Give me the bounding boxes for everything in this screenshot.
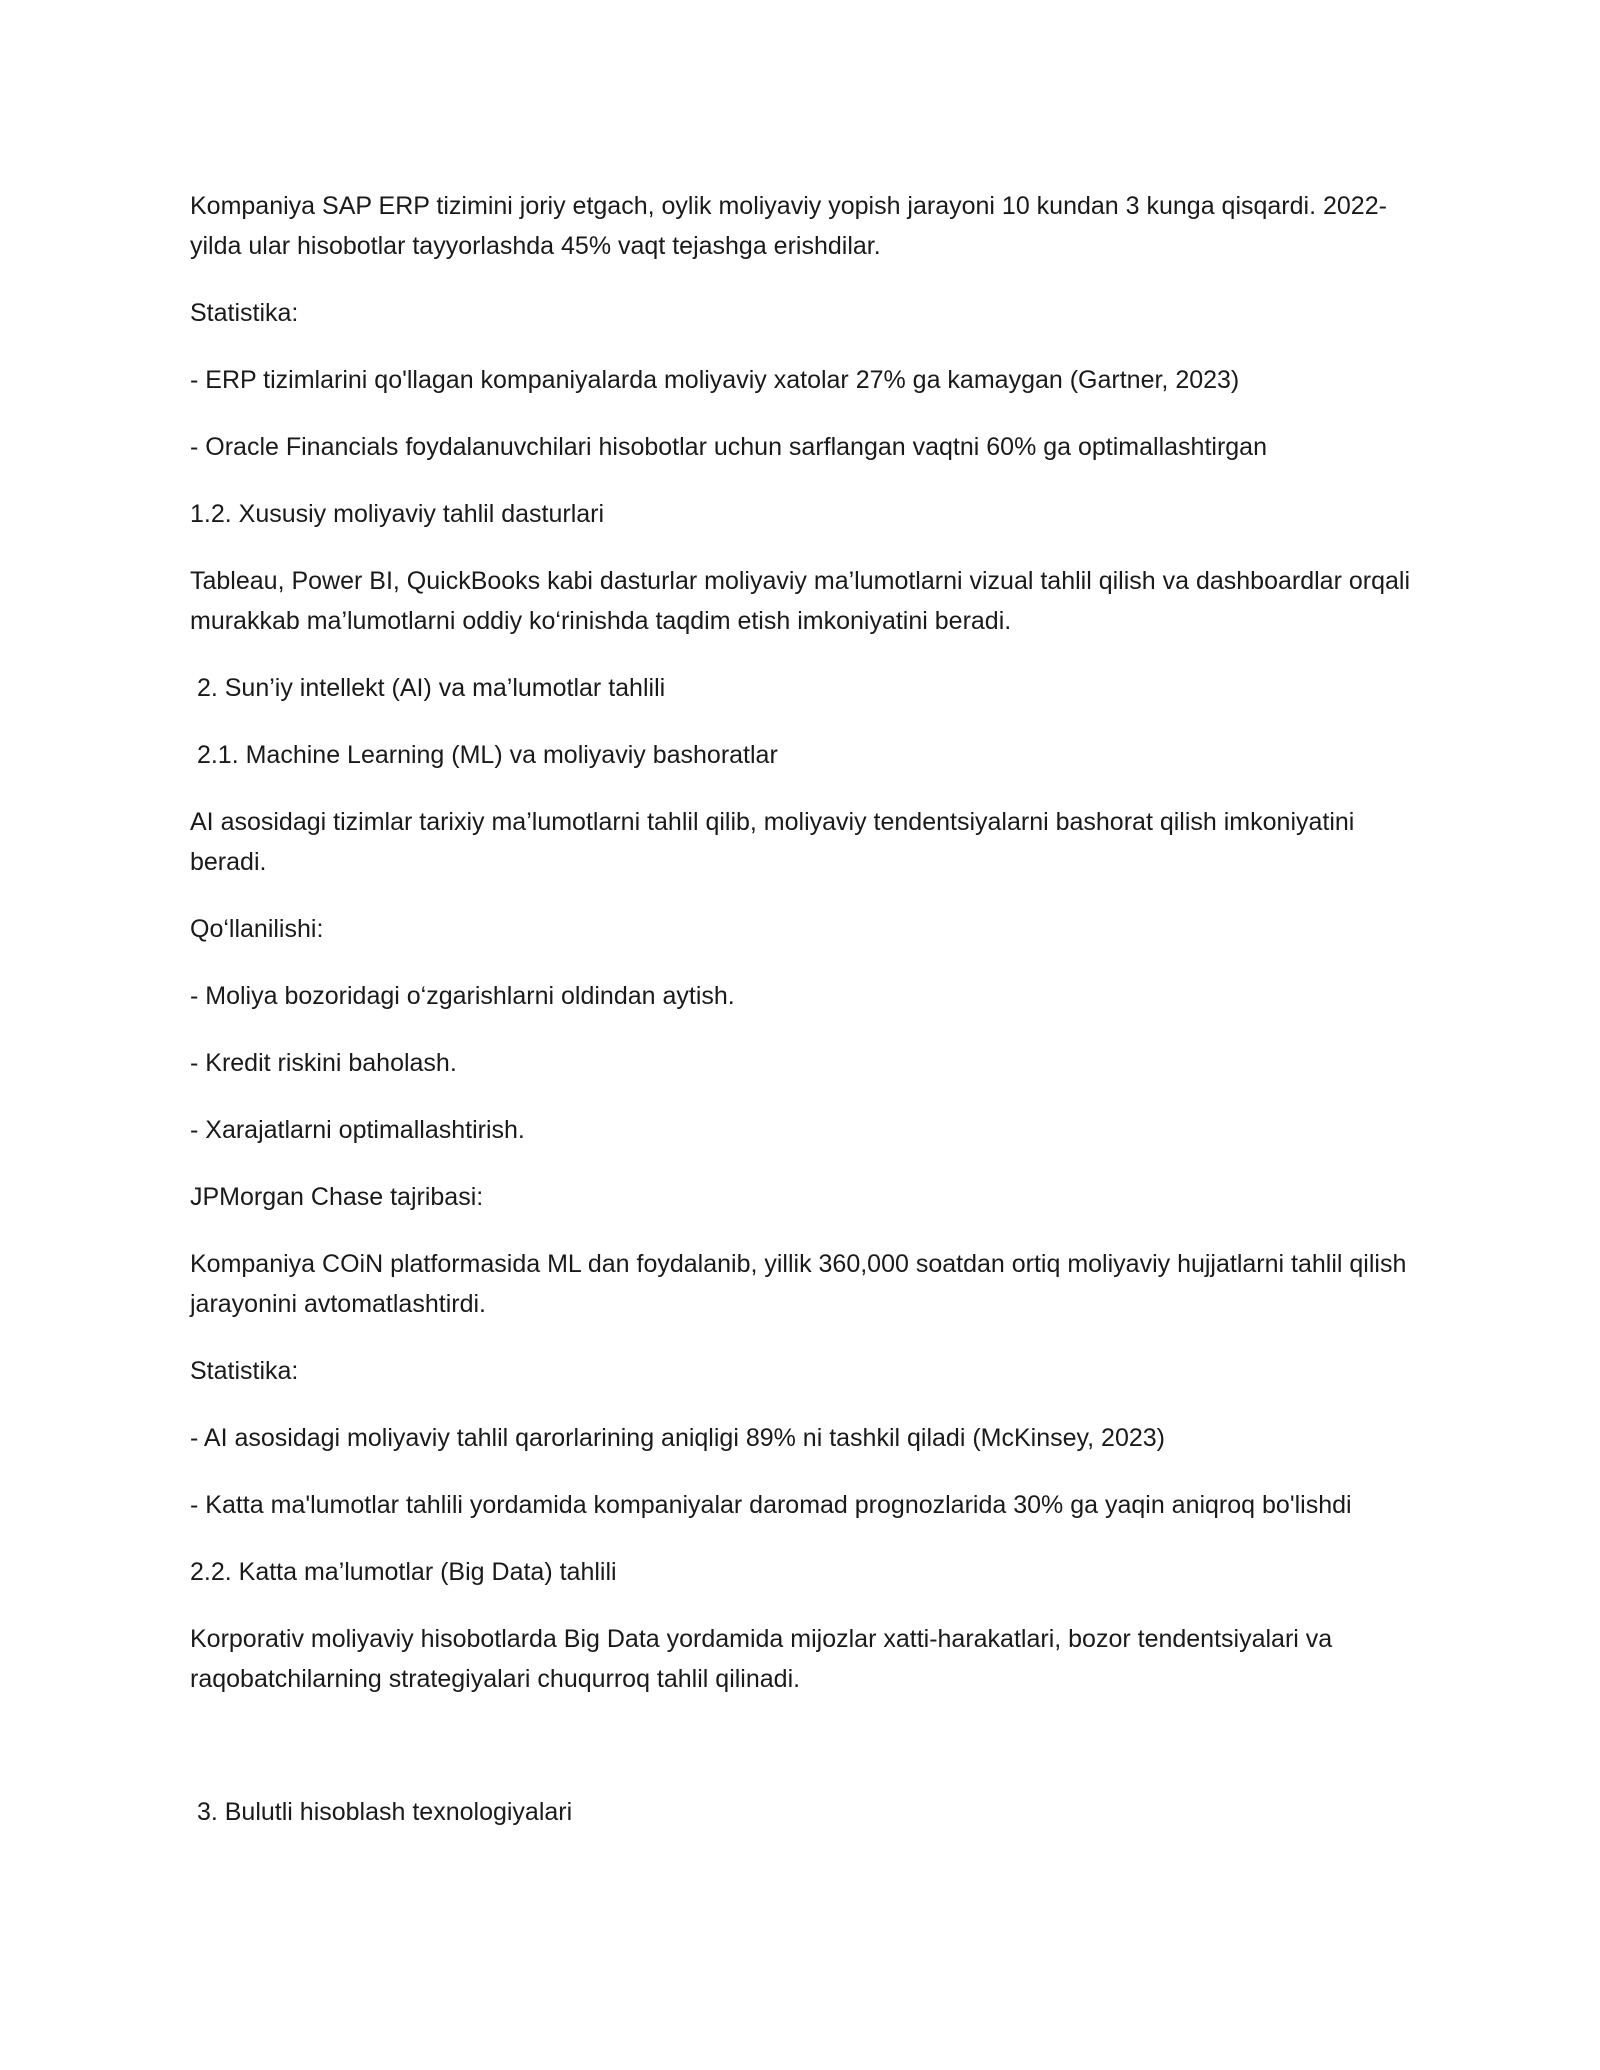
paragraph-big-data: Korporativ moliyaviy hisobotlarda Big Data yordamida mijozlar xatti-harakatlari, bozor tendentsiyalari va raqobatchilarning strategiyalari chuqurroq tahlil qilinadi. xyxy=(190,1625,1340,1693)
list-item: - AI asosidagi moliyaviy tahlil qarorlarining aniqligi 89% ni tashkil qiladi (McKinsey, 2023) xyxy=(190,1424,1165,1452)
label-statistics: Statistika: xyxy=(190,299,299,327)
section-heading: 2. Sun’iy intellekt (AI) va ma’lumotlar tahlili xyxy=(190,674,666,702)
label-applications: Qo‘llanilishi: xyxy=(190,915,324,943)
list-item: - Kredit riskini baholash. xyxy=(190,1049,457,1077)
section-heading: 1.2. Xususiy moliyaviy tahlil dasturlari xyxy=(190,500,605,528)
section-heading: 3. Bulutli hisoblash texnologiyalari xyxy=(190,1798,573,1826)
list-item: - ERP tizimlarini qo'llagan kompaniyalarda moliyaviy xatolar 27% ga kamaygan (Gartner, 2023) xyxy=(190,366,1240,394)
document-body xyxy=(190,186,1430,1859)
paragraph-tools: Tableau, Power BI, QuickBooks kabi dasturlar moliyaviy ma’lumotlarni vizual tahlil qilish va dashboardlar orqali murakkab ma’lumotlarni oddiy ko‘rinishda taqdim etish imkoniyatini beradi. xyxy=(190,567,1417,635)
list-item: - Moliya bozoridagi o‘zgarishlarni oldindan aytish. xyxy=(190,982,735,1010)
paragraph-ai: AI asosidagi tizimlar tarixiy ma’lumotlarni tahlil qilib, moliyaviy tendentsiyalarni bashorat qilish imkoniyatini beradi. xyxy=(190,808,1362,876)
list-item: - Oracle Financials foydalanuvchilari hisobotlar uchun sarflangan vaqtni 60% ga optimallashtirgan xyxy=(190,433,1267,461)
paragraph-sap-erp: Kompaniya SAP ERP tizimini joriy etgach, oylik moliyaviy yopish jarayoni 10 kundan 3 kunga qisqardi. 2022-yilda ular hisobotlar tayyorlashda 45% vaqt tejashga erishdilar. xyxy=(190,192,1387,260)
paragraph-coin: Kompaniya COiN platformasida ML dan foydalanib, yillik 360,000 soatdan ortiq moliyaviy hujjatlarni tahlil qilish jarayonini avtomatlashtirdi. xyxy=(190,1250,1414,1318)
label-statistics: Statistika: xyxy=(190,1357,299,1385)
label-case-study: JPMorgan Chase tajribasi: xyxy=(190,1183,484,1211)
section-heading: 2.1. Machine Learning (ML) va moliyaviy bashoratlar xyxy=(190,741,778,769)
list-item: - Xarajatlarni optimallashtirish. xyxy=(190,1116,525,1144)
section-heading: 2.2. Katta ma’lumotlar (Big Data) tahlili xyxy=(190,1558,617,1586)
list-item: - Katta ma'lumotlar tahlili yordamida kompaniyalar daromad prognozlarida 30% ga yaqin aniqroq bo'lishdi xyxy=(190,1491,1352,1519)
